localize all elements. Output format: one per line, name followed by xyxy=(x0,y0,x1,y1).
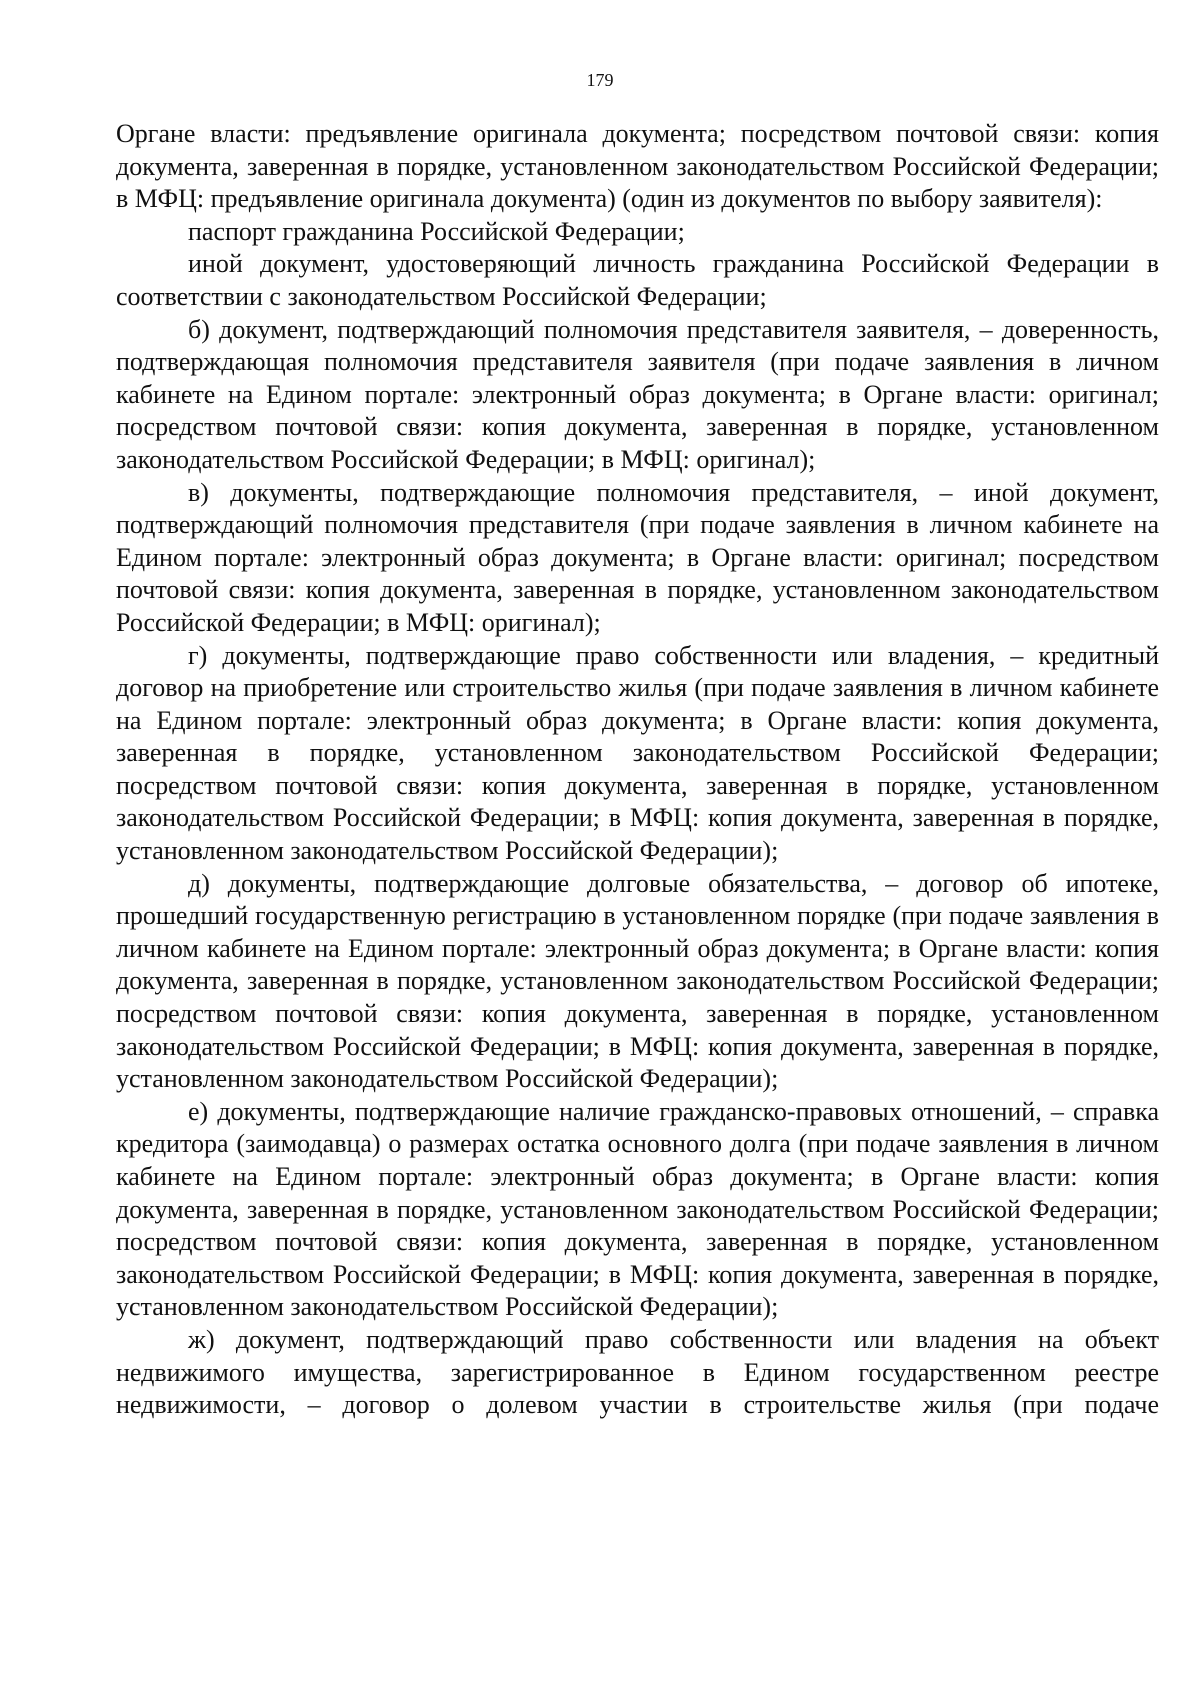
document-body xyxy=(116,118,1159,1422)
paragraph-other-id-document: иной документ, удостоверяющий личность гражданина Российской Федерации в соответствии с законодательством Российской Федерации; xyxy=(116,249,1159,311)
paragraph-item-zh: ж) документ, подтверждающий право собственности или владения на объект недвижимого имущества, зарегистрированное в Едином государственном реестре недвижимости, – договор о долевом участии в строительстве жилья (при подаче xyxy=(116,1324,1159,1420)
paragraph-item-d: д) документы, подтверждающие долговые обязательства, – договор об ипотеке, прошедший государственную регистрацию в установленном порядке (при подаче заявления в личном кабинете на Едином портале: электронный образ документа; в Органе власти: копия документа, заверенная в порядке, установленном законодательством Российской Федерации; посредством почтовой связи: копия документа, заверенная в порядке, установленном законодательством Российской Федерации; в МФЦ: копия документа, заверенная в порядке, установленном законодательством Российской Федерации); xyxy=(116,868,1159,1094)
paragraph-item-v: в) документы, подтверждающие полномочия представителя, – иной документ, подтверждающий полномочия представителя (при подаче заявления в личном кабинете на Едином портале: электронный образ документа; в Органе власти: оригинал; посредством почтовой связи: копия документа, заверенная в порядке, установленном законодательством Российской Федерации; в МФЦ: оригинал); xyxy=(116,477,1159,637)
page-number: 179 xyxy=(586,70,614,90)
paragraph-continuation: Органе власти: предъявление оригинала документа; посредством почтовой связи: копия документа, заверенная в порядке, установленном законодательством Российской Федерации; в МФЦ: предъявление оригинала документа) (один из документов по выбору заявителя): xyxy=(116,119,1159,214)
paragraph-passport: паспорт гражданина Российской Федерации; xyxy=(188,216,685,246)
paragraph-item-e: е) документы, подтверждающие наличие гражданско-правовых отношений, – справка кредитора (заимодавца) о размерах остатка основного долга (при подаче заявления в личном кабинете на Едином портале: электронный образ документа; в Органе власти: копия документа, заверенная в порядке, установленном законодательством Российской Федерации; посредством почтовой связи: копия документа, заверенная в порядке, установленном законодательством Российской Федерации; в МФЦ: копия документа, заверенная в порядке, установленном законодательством Российской Федерации); xyxy=(116,1096,1159,1322)
paragraph-item-b: б) документ, подтверждающий полномочия представителя заявителя, – доверенность, подтверждающая полномочия представителя заявителя (при подаче заявления в личном кабинете на Едином портале: электронный образ документа; в Органе власти: оригинал; посредством почтовой связи: копия документа, заверенная в порядке, установленном законодательством Российской Федерации; в МФЦ: оригинал); xyxy=(116,314,1159,474)
paragraph-item-g: г) документы, подтверждающие право собственности или владения, – кредитный договор на приобретение или строительство жилья (при подаче заявления в личном кабинете на Едином портале: электронный образ документа; в Органе власти: копия документа, заверенная в порядке, установленном законодательством Российской Федерации; посредством почтовой связи: копия документа, заверенная в порядке, установленном законодательством Российской Федерации; в МФЦ: копия документа, заверенная в порядке, установленном законодательством Российской Федерации); xyxy=(116,640,1159,866)
